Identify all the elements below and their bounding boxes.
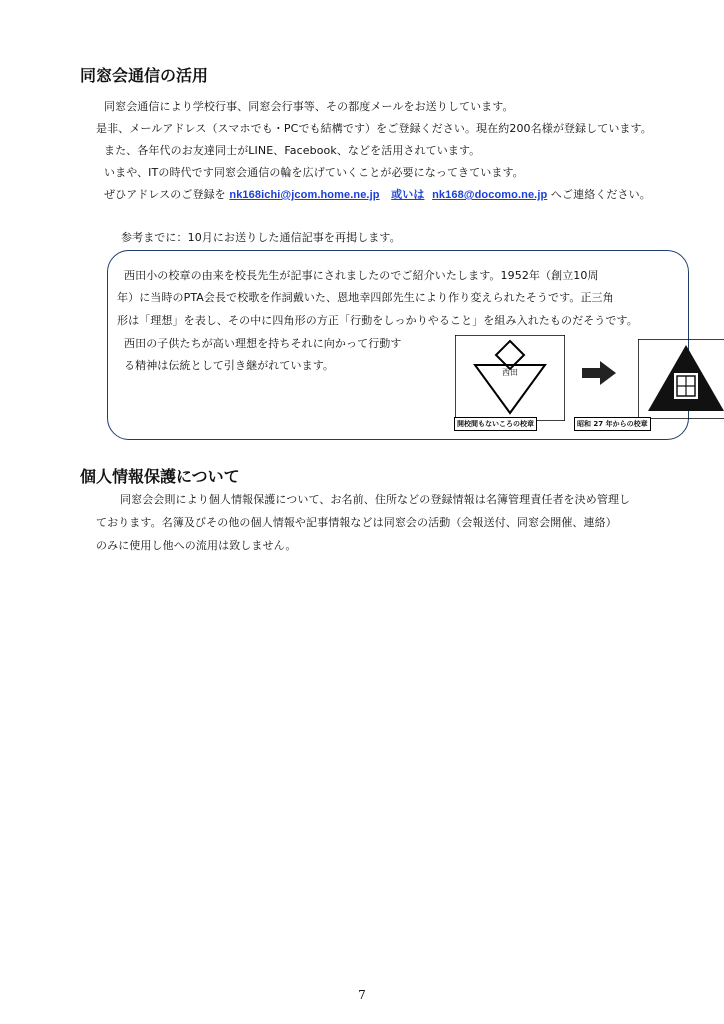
old-school-emblem bbox=[455, 335, 565, 421]
contact-prefix: ぜひアドレスのご登録を bbox=[104, 188, 226, 201]
reference-note: 参考までに：10月にお送りした通信記事を再掲します。 bbox=[121, 231, 401, 244]
page-number: 7 bbox=[358, 988, 366, 1002]
new-school-emblem bbox=[638, 339, 724, 419]
old-emblem-caption: 開校間もないころの校章 bbox=[454, 417, 537, 431]
email-link-2[interactable]: nk168@docomo.ne.jp bbox=[432, 189, 548, 201]
paragraph-line: 同窓会会則により個人情報保護について、お名前、住所などの登録情報は名簿管理責任者を決め管理し bbox=[120, 493, 631, 506]
article-line: 西田小の校章の由来を校長先生が記事にされましたのでご紹介いたします。1952年（創立10周 bbox=[124, 269, 599, 282]
article-line: 年）に当時のPTA会長で校歌を作詞戴いた、恩地幸四郎先生により作り変えられたそうです。正三角 bbox=[117, 291, 614, 304]
new-emblem-caption: 昭和 27 年からの校章 bbox=[574, 417, 651, 431]
arrow-right-icon bbox=[582, 361, 616, 385]
article-line: る精神は伝統として引き継がれています。 bbox=[124, 359, 335, 372]
paragraph-line: のみに使用し他への流用は致しません。 bbox=[96, 539, 297, 552]
article-line: 西田の子供たちが高い理想を持ちそれに向かって行動す bbox=[124, 337, 402, 350]
paragraph-line: 是非、メールアドレス（スマホでも・PCでも結構です）をご登録ください。現在約200名様が登録しています。 bbox=[96, 122, 652, 135]
article-box bbox=[107, 250, 689, 440]
article-line: 形は「理想」を表し、その中に四角形の方正「行動をしっかりやること」を組み入れたものだそうです。 bbox=[117, 314, 638, 327]
email-link-1[interactable]: nk168ichi@jcom.home.ne.jp bbox=[229, 189, 380, 201]
paragraph-line: いまや、ITの時代です同窓会通信の輪を広げていくことが必要になってきています。 bbox=[104, 166, 524, 179]
paragraph-line: ております。名簿及びその他の個人情報や記事情報などは同窓会の活動（会報送付、同窓会開催、連絡） bbox=[96, 516, 617, 529]
section-heading-newsletter: 同窓会通信の活用 bbox=[80, 66, 209, 85]
section-heading-privacy: 個人情報保護について bbox=[80, 467, 240, 486]
paragraph-line: また、各年代のお友達同士がLINE、Facebook、などを活用されています。 bbox=[104, 144, 481, 157]
email-separator: 或いは bbox=[391, 189, 425, 201]
contact-line bbox=[104, 186, 651, 202]
contact-suffix: へご連絡ください。 bbox=[550, 188, 651, 201]
paragraph-line: 同窓会通信により学校行事、同窓会行事等、その都度メールをお送りしています。 bbox=[104, 100, 514, 113]
old-emblem-char: 西田 bbox=[502, 368, 518, 377]
